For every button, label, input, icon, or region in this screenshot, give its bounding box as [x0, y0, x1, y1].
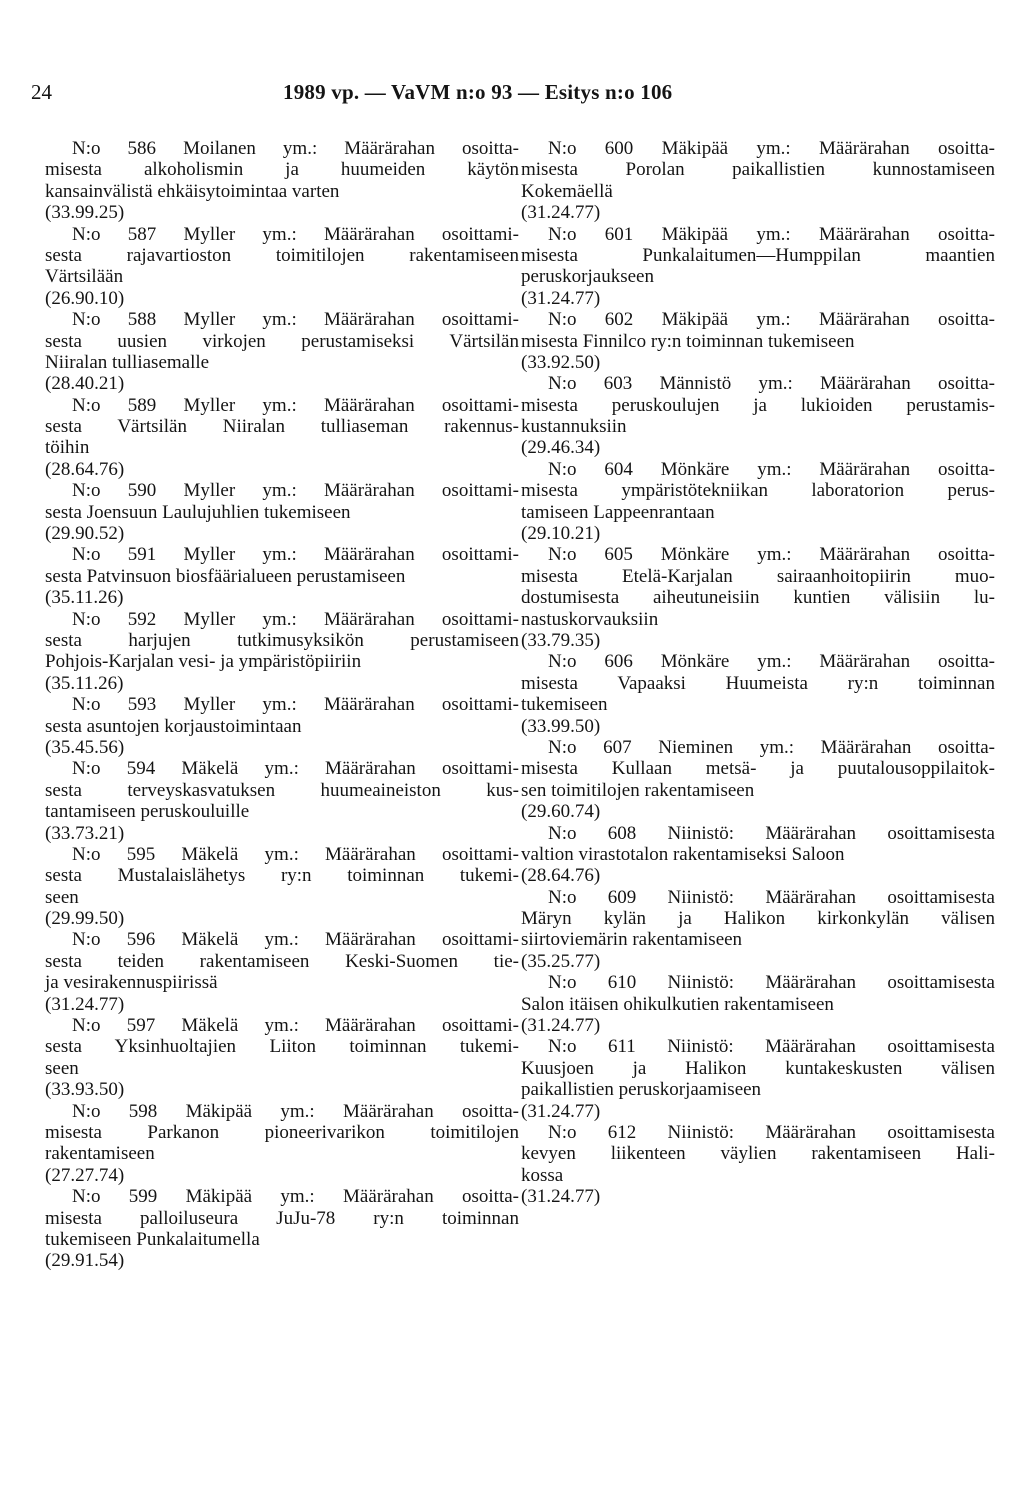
- motion-title-line: N:o 594 Mäkelä ym.: Määrärahan osoittami-: [72, 758, 519, 780]
- motion-text-line: sesta uusien virkojen perustamiseksi Värtsilän: [45, 330, 519, 352]
- motion-text-line: (28.40.21): [45, 373, 125, 395]
- motion-text-line: sesta rajavartioston toimitilojen rakentamiseen: [45, 244, 519, 266]
- motion-text-line: (29.99.50): [45, 908, 125, 930]
- motion-text-line: misesta palloiluseura JuJu-78 ry:n toiminnan: [45, 1207, 519, 1229]
- motion-entry: [45, 1015, 519, 1101]
- motion-text-line: tukemiseen: [521, 694, 608, 716]
- motion-text-line: töihin: [45, 437, 90, 459]
- motion-text-line: sesta Joensuun Laulujuhlien tukemiseen: [45, 501, 351, 523]
- motion-text-line: (33.92.50): [521, 351, 601, 373]
- motion-title-line: N:o 605 Mönkäre ym.: Määrärahan osoitta-: [548, 544, 995, 566]
- motion-text-line: Pohjois-Karjalan vesi- ja ympäristöpiiriin: [45, 651, 362, 673]
- motion-text-line: Niiralan tulliasemalle: [45, 351, 210, 373]
- motion-title-line: N:o 603 Männistö ym.: Määrärahan osoitta-: [548, 373, 995, 395]
- motion-entry: [45, 609, 519, 695]
- motion-text-line: sesta Yksinhuoltajien Liiton toiminnan tukemi-: [45, 1036, 519, 1058]
- motion-text-line: sesta Mustalaislähetys ry:n toiminnan tukemi-: [45, 865, 519, 887]
- motion-title-line: N:o 610 Niinistö: Määrärahan osoittamisesta: [548, 972, 995, 994]
- motion-text-line: (31.24.77): [521, 287, 601, 309]
- motion-entry: [45, 138, 519, 224]
- motion-title-line: N:o 591 Myller ym.: Määrärahan osoittami-: [72, 544, 519, 566]
- motion-entry: [45, 1186, 519, 1272]
- motion-entry: [45, 758, 519, 844]
- motion-text-line: (33.73.21): [45, 822, 125, 844]
- motion-text-line: misesta peruskoulujen ja lukioiden perustamis-: [521, 394, 995, 416]
- page-header: 1989 vp. — VaVM n:o 93 — Esitys n:o 106: [283, 80, 673, 104]
- motion-text-line: sesta Patvinsuon biosfäärialueen perustamiseen: [45, 565, 406, 587]
- motion-entry: [521, 224, 995, 310]
- motion-title-line: N:o 608 Niinistö: Määrärahan osoittamisesta: [548, 822, 995, 844]
- motion-text-line: (29.46.34): [521, 437, 601, 459]
- motion-text-line: (29.90.52): [45, 523, 125, 545]
- motion-text-line: paikallistien peruskorjaamiseen: [521, 1079, 762, 1101]
- motion-text-line: sesta Värtsilän Niiralan tulliaseman rakennus-: [45, 416, 519, 438]
- motion-text-line: peruskorjaukseen: [521, 266, 654, 288]
- motion-text-line: (29.60.74): [521, 801, 601, 823]
- motion-entry: [521, 459, 995, 545]
- motion-title-line: N:o 597 Mäkelä ym.: Määrärahan osoittami-: [72, 1015, 519, 1037]
- motion-entry: [521, 972, 995, 1036]
- right-column: [521, 138, 995, 1208]
- motion-text-line: kustannuksiin: [521, 416, 627, 438]
- motion-text-line: (29.10.21): [521, 523, 601, 545]
- motion-text-line: sesta teiden rakentamiseen Keski-Suomen tie-: [45, 950, 519, 972]
- motion-text-line: seen: [45, 1057, 79, 1079]
- motion-text-line: tamiseen Lappeenrantaan: [521, 501, 715, 523]
- motion-text-line: sesta harjujen tutkimusyksikön perustamiseen: [45, 629, 519, 651]
- motion-text-line: (35.11.26): [45, 672, 124, 694]
- motion-text-line: ja vesirakennuspiirissä: [45, 972, 218, 994]
- motion-title-line: N:o 599 Mäkipää ym.: Määrärahan osoitta-: [72, 1186, 519, 1208]
- motion-text-line: kossa: [521, 1164, 564, 1186]
- motion-text-line: Märyn kylän ja Halikon kirkonkylän välisen: [521, 908, 995, 930]
- motion-entry: [45, 1101, 519, 1187]
- motion-entry: [45, 480, 519, 544]
- motion-text-line: kansainvälistä ehkäisytoimintaa varten: [45, 180, 340, 202]
- motion-entry: [45, 309, 519, 395]
- page-number: 24: [31, 80, 52, 104]
- motion-entry: [45, 544, 519, 608]
- motion-text-line: (31.24.77): [521, 1015, 601, 1037]
- motion-entry: [45, 224, 519, 310]
- motion-title-line: N:o 607 Nieminen ym.: Määrärahan osoitta-: [548, 736, 995, 758]
- motion-text-line: dostumisesta aiheutuneisiin kuntien välisiin lu-: [521, 587, 995, 609]
- motion-text-line: nastuskorvauksiin: [521, 608, 659, 630]
- motion-entry: [45, 929, 519, 1015]
- motion-title-line: N:o 600 Mäkipää ym.: Määrärahan osoitta-: [548, 138, 995, 159]
- left-column: [45, 138, 519, 1272]
- motion-text-line: misesta Etelä-Karjalan sairaanhoitopiirin muo-: [521, 565, 995, 587]
- motion-title-line: N:o 587 Myller ym.: Määrärahan osoittami-: [72, 223, 519, 245]
- motion-entry: [521, 373, 995, 459]
- motion-title-line: N:o 592 Myller ym.: Määrärahan osoittami-: [72, 608, 519, 630]
- motion-entry: [521, 309, 995, 373]
- motion-text-line: misesta Kullaan metsä- ja puutalousoppilaitok-: [521, 758, 995, 780]
- motion-text-line: tukemiseen Punkalaitumella: [45, 1228, 260, 1250]
- motion-text-line: Salon itäisen ohikulkutien rakentamiseen: [521, 993, 834, 1015]
- motion-entry: [521, 823, 995, 887]
- motion-title-line: N:o 609 Niinistö: Määrärahan osoittamisesta: [548, 886, 995, 908]
- motion-text-line: misesta Punkalaitumen—Humppilan maantien: [521, 244, 995, 266]
- motion-text-line: seen: [45, 886, 79, 908]
- motion-text-line: sesta asuntojen korjaustoimintaan: [45, 715, 302, 737]
- motion-text-line: Kuusjoen ja Halikon kuntakeskusten välisen: [521, 1057, 995, 1079]
- motion-title-line: N:o 595 Mäkelä ym.: Määrärahan osoittami-: [72, 843, 519, 865]
- motion-entry: [521, 544, 995, 651]
- motion-text-line: (28.64.76): [45, 458, 125, 480]
- motion-entry: [45, 844, 519, 930]
- motion-entry: [521, 887, 995, 973]
- motion-text-line: siirtoviemärin rakentamiseen: [521, 929, 743, 951]
- motion-entry: [45, 694, 519, 758]
- motion-title-line: N:o 606 Mönkäre ym.: Määrärahan osoitta-: [548, 651, 995, 673]
- motion-text-line: misesta Parkanon pioneerivarikon toimitilojen: [45, 1121, 519, 1143]
- motion-title-line: N:o 601 Mäkipää ym.: Määrärahan osoitta-: [548, 223, 995, 245]
- motion-text-line: misesta alkoholismin ja huumeiden käytön: [45, 159, 519, 181]
- motion-title-line: N:o 593 Myller ym.: Määrärahan osoittami-: [72, 694, 519, 716]
- motion-text-line: (33.79.35): [521, 629, 601, 651]
- motion-text-line: (35.25.77): [521, 950, 601, 972]
- motion-text-line: misesta Finnilco ry:n toiminnan tukemiseen: [521, 330, 855, 352]
- motion-entry: [521, 1036, 995, 1122]
- motion-entry: [521, 138, 995, 224]
- motion-title-line: N:o 598 Mäkipää ym.: Määrärahan osoitta-: [72, 1100, 519, 1122]
- motion-text-line: misesta ympäristötekniikan laboratorion perus-: [521, 480, 995, 502]
- motion-text-line: (27.27.74): [45, 1164, 125, 1186]
- motion-entry: [45, 395, 519, 481]
- motion-entry: [521, 1122, 995, 1208]
- motion-text-line: (31.24.77): [521, 1186, 601, 1208]
- motion-title-line: N:o 586 Moilanen ym.: Määrärahan osoitta-: [72, 138, 519, 159]
- motion-text-line: kevyen liikenteen väylien rakentamiseen Hali-: [521, 1143, 995, 1165]
- motion-text-line: valtion virastotalon rakentamiseksi Saloon: [521, 843, 845, 865]
- motion-text-line: (31.24.77): [521, 1100, 601, 1122]
- motion-text-line: (33.99.25): [45, 202, 125, 224]
- motion-entry: [521, 737, 995, 823]
- motion-text-line: rakentamiseen: [45, 1143, 155, 1165]
- motion-title-line: N:o 604 Mönkäre ym.: Määrärahan osoitta-: [548, 458, 995, 480]
- motion-text-line: misesta Porolan paikallistien kunnostamiseen: [521, 159, 995, 181]
- motion-text-line: (26.90.10): [45, 287, 125, 309]
- motion-text-line: (29.91.54): [45, 1250, 125, 1272]
- motion-text-line: (35.45.56): [45, 736, 125, 758]
- motion-text-line: Värtsilään: [45, 266, 124, 288]
- motion-title-line: N:o 588 Myller ym.: Määrärahan osoittami-: [72, 309, 519, 331]
- motion-text-line: (31.24.77): [45, 993, 125, 1015]
- motion-text-line: (35.11.26): [45, 587, 124, 609]
- motion-text-line: Kokemäellä: [521, 180, 613, 202]
- motion-text-line: (33.93.50): [45, 1079, 125, 1101]
- motion-text-line: tantamiseen peruskouluille: [45, 801, 250, 823]
- motion-text-line: (31.24.77): [521, 202, 601, 224]
- motion-title-line: N:o 596 Mäkelä ym.: Määrärahan osoittami-: [72, 929, 519, 951]
- motion-text-line: (33.99.50): [521, 715, 601, 737]
- motion-text-line: (28.64.76): [521, 865, 601, 887]
- motion-title-line: N:o 602 Mäkipää ym.: Määrärahan osoitta-: [548, 309, 995, 331]
- motion-text-line: sesta terveyskasvatuksen huumeaineiston kus-: [45, 779, 519, 801]
- motion-text-line: misesta Vapaaksi Huumeista ry:n toiminnan: [521, 672, 995, 694]
- motion-text-line: sen toimitilojen rakentamiseen: [521, 779, 755, 801]
- motion-title-line: N:o 590 Myller ym.: Määrärahan osoittami-: [72, 480, 519, 502]
- motion-entry: [521, 651, 995, 737]
- motion-title-line: N:o 589 Myller ym.: Määrärahan osoittami-: [72, 394, 519, 416]
- motion-title-line: N:o 611 Niinistö: Määrärahan osoittamisesta: [548, 1036, 995, 1058]
- motion-title-line: N:o 612 Niinistö: Määrärahan osoittamisesta: [548, 1121, 995, 1143]
